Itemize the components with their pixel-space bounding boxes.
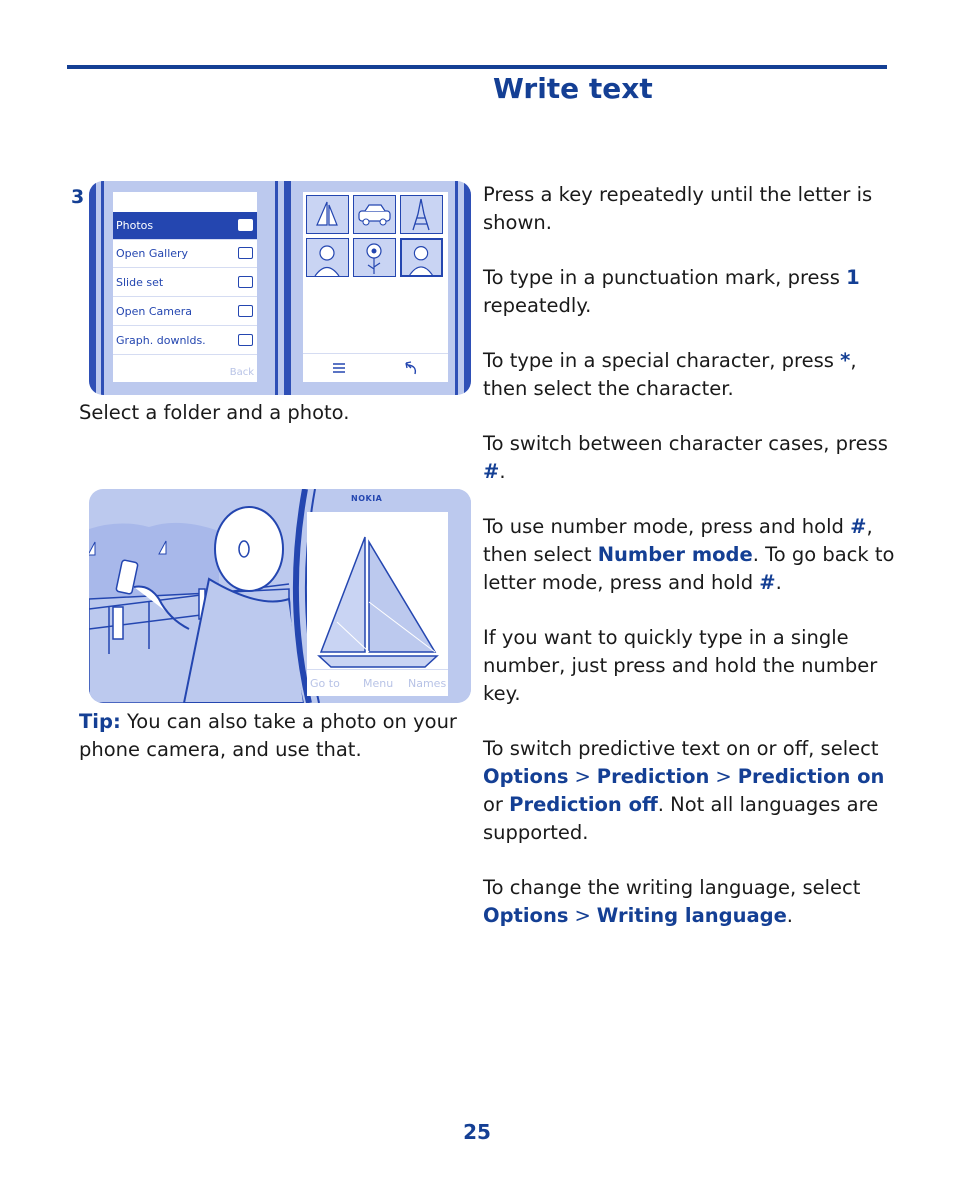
text: . xyxy=(775,571,782,594)
option-label: Number mode xyxy=(597,543,753,566)
softkey-names: Names xyxy=(408,677,447,690)
menu-item-label: Open Gallery xyxy=(116,247,189,260)
text: To change the writing language, select xyxy=(483,876,861,899)
photo-thumb-sailboat xyxy=(306,195,349,234)
image-icon xyxy=(238,219,253,231)
paragraph-character-cases xyxy=(483,430,898,486)
phone-gallery-illustration xyxy=(89,181,471,395)
option-label: Writing language xyxy=(596,904,787,927)
softkey-go-to: Go to xyxy=(310,677,340,690)
menu-item-slide-set xyxy=(113,269,257,297)
sailboat-icon xyxy=(307,512,448,677)
folder-icon xyxy=(238,247,253,259)
text: . To go back to letter mode, press and hold xyxy=(483,543,895,594)
page-title: Write text xyxy=(493,72,653,105)
paragraph-predictive-text xyxy=(483,735,898,847)
text: , then select xyxy=(483,515,873,566)
path-separator: > xyxy=(574,904,591,927)
tip-paragraph xyxy=(79,708,479,764)
path-separator: > xyxy=(715,765,732,788)
option-label: Prediction on xyxy=(737,765,885,788)
softkey-menu: Menu xyxy=(363,677,394,690)
text: To use number mode, press and hold xyxy=(483,515,851,538)
paragraph-quick-number: If you want to quickly type in a single number, just press and hold the number key. xyxy=(483,626,878,705)
phone-edge-stripe xyxy=(464,181,471,395)
header-rule xyxy=(67,65,887,69)
menu-item-label: Open Camera xyxy=(116,305,193,318)
key-label: # xyxy=(759,571,776,594)
back-arrow-icon xyxy=(403,360,419,376)
path-separator: > xyxy=(574,765,591,788)
text: , then select the character. xyxy=(483,349,857,400)
phone-screen-sailboat xyxy=(307,512,448,696)
text: To switch predictive text on or off, select xyxy=(483,737,879,760)
flower-icon xyxy=(354,239,395,276)
menu-item-label: Graph. downlds. xyxy=(116,334,206,347)
text: repeatedly. xyxy=(483,294,592,317)
instructions-column xyxy=(483,181,898,957)
step-number: 3 xyxy=(71,186,85,208)
menu-item-photos xyxy=(113,212,257,240)
text: . xyxy=(786,904,793,927)
phone-edge-stripe xyxy=(275,181,278,395)
sailboat-icon xyxy=(307,196,348,233)
softkey-bar xyxy=(307,669,448,696)
tip-label: Tip: xyxy=(79,710,121,733)
caption-select-folder: Select a folder and a photo. xyxy=(79,401,350,424)
paragraph-writing-language xyxy=(483,874,898,930)
paragraph-press-key: Press a key repeatedly until the letter is shown. xyxy=(483,183,873,234)
menu-item-open-camera xyxy=(113,298,257,326)
camera-icon xyxy=(238,305,253,317)
paragraph-punctuation xyxy=(483,264,898,320)
option-label: Options xyxy=(483,765,569,788)
key-label: # xyxy=(850,515,867,538)
key-label: * xyxy=(840,349,851,372)
tip-text: You can also take a photo on your phone camera, and use that. xyxy=(79,710,457,761)
phone-edge-stripe xyxy=(101,181,104,395)
option-label: Prediction off xyxy=(509,793,658,816)
phone-camera-illustration xyxy=(89,489,471,703)
photo-thumb-tower xyxy=(400,195,443,234)
photo-thumb-flower xyxy=(353,238,396,277)
graphics-icon xyxy=(238,334,253,346)
text: . xyxy=(499,460,506,483)
tower-icon xyxy=(401,196,442,233)
page-number: 25 xyxy=(463,1120,491,1144)
photo-thumb-man-selected xyxy=(400,238,443,277)
car-icon xyxy=(354,196,395,233)
photo-thumb-boy xyxy=(306,238,349,277)
phone-edge-stripe xyxy=(455,181,458,395)
text: . Not all languages are supported. xyxy=(483,793,879,844)
slides-icon xyxy=(238,276,253,288)
phone-edge-stripe xyxy=(284,181,291,395)
phone-menu-screen xyxy=(113,192,257,382)
option-label: Options xyxy=(483,904,569,927)
paragraph-number-mode xyxy=(483,513,898,597)
back-softkey: Back xyxy=(229,367,254,378)
brand-logo: NOKIA xyxy=(351,494,383,503)
key-label: 1 xyxy=(846,266,860,289)
person-icon xyxy=(307,239,348,276)
softkey-bar xyxy=(303,353,448,382)
person-icon xyxy=(402,240,441,275)
phone-edge-stripe xyxy=(89,181,96,395)
menu-item-open-gallery xyxy=(113,240,257,268)
option-label: Prediction xyxy=(596,765,710,788)
menu-item-label: Slide set xyxy=(116,276,164,289)
paragraph-special-character xyxy=(483,347,898,403)
menu-item-graph-downlds xyxy=(113,327,257,355)
text: To type in a special character, press xyxy=(483,349,841,372)
text: To switch between character cases, press xyxy=(483,432,888,455)
text: To type in a punctuation mark, press xyxy=(483,266,847,289)
phone-photo-grid-screen xyxy=(303,192,448,382)
photo-thumb-car xyxy=(353,195,396,234)
text: or xyxy=(483,793,510,816)
menu-item-label: Photos xyxy=(116,219,154,232)
key-label: # xyxy=(483,460,500,483)
menu-icon xyxy=(332,361,346,375)
